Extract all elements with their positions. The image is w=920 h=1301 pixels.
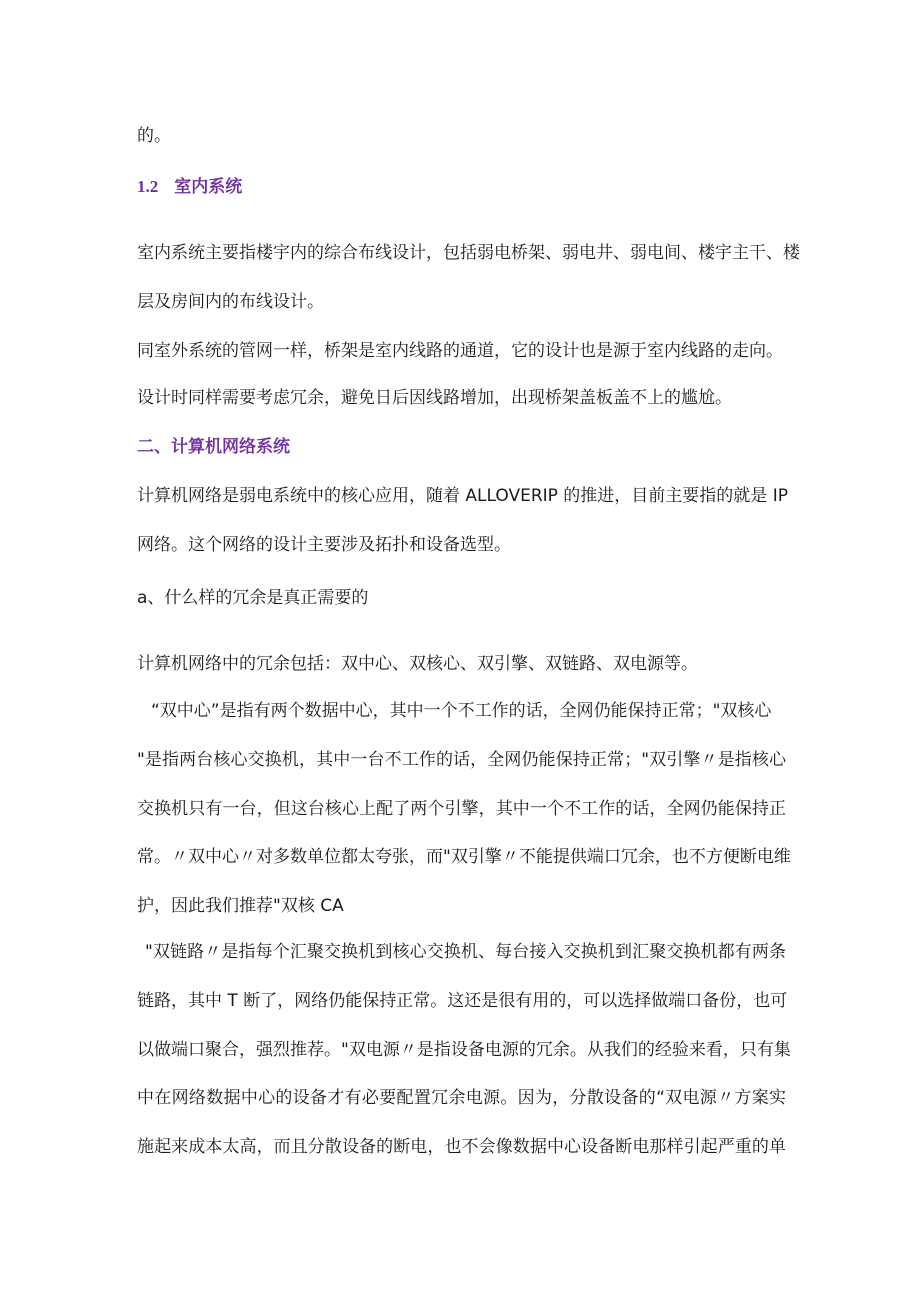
section-heading-2: 二、计算机网络系统 — [137, 437, 290, 457]
paragraph-line: 交换机只有一台，但这台核心上配了两个引擎，其中一个不工作的话，全网仍能保持正 — [137, 799, 786, 819]
paragraph-line: 计算机网络是弱电系统中的核心应用，随着 ALLOVERIP 的推进，目前主要指的就是 IP — [137, 486, 788, 506]
paragraph-line: 计算机网络中的冗余包括：双中心、双核心、双引擎、双链路、双电源等。 — [137, 654, 698, 674]
paragraph-line: 同室外系统的管网一样，桥架是室内线路的通道，它的设计也是源于室内线路的走向。 — [137, 341, 783, 361]
paragraph-line: 常。〃双中心〃对多数单位都太夸张，而"双引擎〃不能提供端口冗余，也不方便断电维 — [137, 847, 791, 867]
paragraph-line: 层及房间内的布线设计。 — [137, 292, 324, 312]
paragraph-line: 施起来成本太高，而且分散设备的断电，也不会像数据中心设备断电那样引起严重的单 — [137, 1137, 786, 1157]
paragraph-line: 护，因此我们推荐"双核 CA — [137, 896, 344, 916]
paragraph-line: 室内系统主要指楼宇内的综合布线设计，包括弱电桥架、弱电井、弱电间、楼宇主干、楼 — [137, 243, 800, 263]
paragraph-line: "双链路〃是指每个汇聚交换机到核心交换机、每台接入交换机到汇聚交换机都有两条 — [145, 942, 786, 962]
paragraph-line: 设计时同样需要考虑冗余，避免日后因线路增加，出现桥架盖板盖不上的尴尬。 — [137, 388, 732, 408]
section-number: 1.2 — [137, 177, 159, 196]
paragraph-line: 链路，其中 T 断了，网络仍能保持正常。这还是很有用的，可以选择做端口备份，也可 — [137, 991, 788, 1011]
section-title: 室内系统 — [174, 177, 243, 197]
paragraph-line: 中在网络数据中心的设备才有必要配置冗余电源。因为，分散设备的“双电源〃方案实 — [137, 1088, 786, 1108]
paragraph-continuation: 的。 — [137, 126, 171, 146]
paragraph-line: 以做端口聚合，强烈推荐。"双电源〃是指设备电源的冗余。从我们的经验来看，只有集 — [137, 1040, 791, 1060]
paragraph-line: "是指两台核心交换机，其中一台不工作的话，全网仍能保持正常；"双引擎〃是指核心 — [137, 750, 786, 770]
section-heading-1-2 — [137, 175, 242, 199]
subheading-line: a、什么样的冗余是真正需要的 — [137, 588, 369, 608]
paragraph-line: “双中心”是指有两个数据中心，其中一个不工作的话，全网仍能保持正常；"双核心 — [151, 701, 772, 721]
paragraph-line: 网络。这个网络的设计主要涉及拓扑和设备选型。 — [137, 535, 511, 555]
